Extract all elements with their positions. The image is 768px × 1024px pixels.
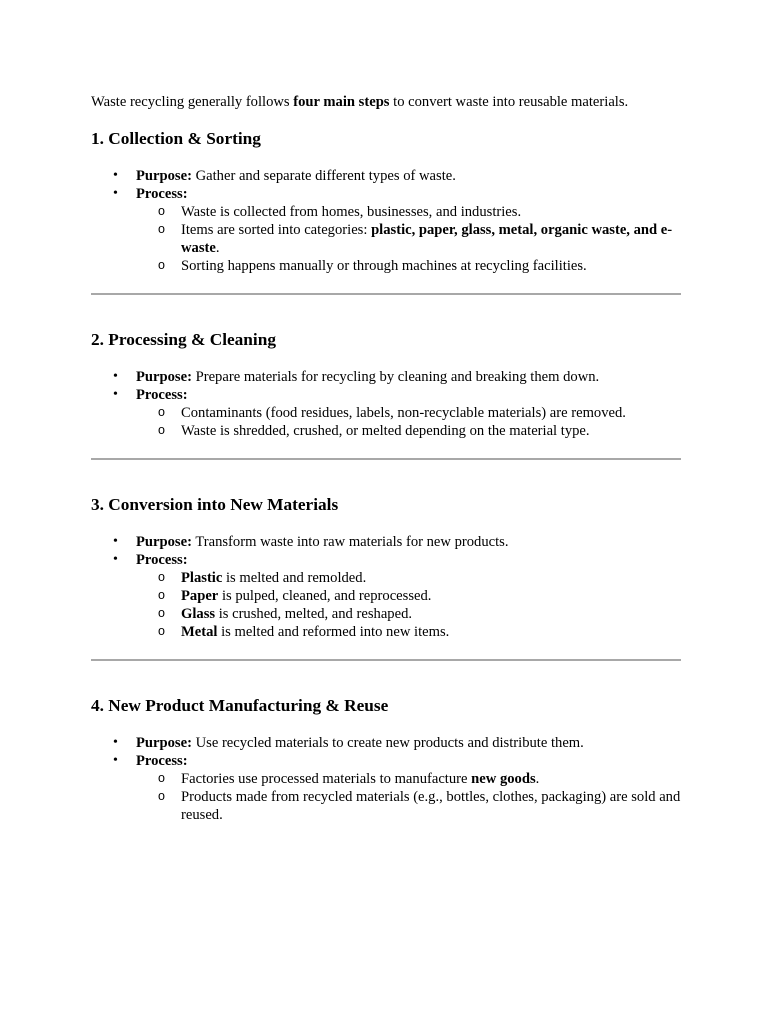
purpose-item — [91, 734, 681, 752]
purpose-text: Prepare materials for recycling by cleaning and breaking them down. — [191, 369, 600, 385]
step-text-bold: plastic, paper, glass, metal, organic waste, and e-waste — [181, 222, 673, 256]
process-step-item — [136, 257, 681, 275]
process-step-item — [136, 623, 681, 641]
step-text: Contaminants (food residues, labels, non-recyclable materials) are removed. — [181, 405, 626, 421]
bullet-dot-icon: • — [113, 369, 118, 384]
process-item — [91, 185, 681, 275]
step-text-bold: Metal — [181, 624, 218, 640]
bullet-list — [91, 368, 681, 440]
process-item — [91, 752, 681, 824]
step-text: . — [215, 240, 220, 256]
process-step-item — [136, 770, 681, 788]
section-divider — [91, 293, 681, 295]
step-text-bold: Plastic — [181, 570, 223, 586]
process-label: Process: — [136, 753, 188, 769]
step-text: Products made from recycled materials (e.g., bottles, clothes, packaging) are sold and reused. — [181, 789, 681, 823]
bullet-dot-icon: • — [113, 534, 118, 549]
bullet-dot-icon: • — [113, 552, 118, 567]
process-sub-list — [136, 569, 681, 641]
step-text-bold: new goods — [471, 771, 536, 787]
step-text: Factories use processed materials to manufacture — [181, 771, 472, 787]
step-text: . — [535, 771, 540, 787]
intro-text-after: to convert waste into reusable materials. — [389, 94, 629, 110]
process-step-item — [136, 422, 681, 440]
intro-text-before: Waste recycling generally follows — [91, 94, 294, 110]
document-page — [91, 92, 681, 824]
process-label: Process: — [136, 552, 188, 568]
process-item — [91, 551, 681, 641]
process-sub-list — [136, 770, 681, 824]
purpose-text: Use recycled materials to create new products and distribute them. — [191, 735, 584, 751]
bullet-circle-icon: o — [158, 771, 165, 785]
step-text: Waste is collected from homes, businesses, and industries. — [181, 204, 522, 220]
intro-paragraph — [91, 92, 681, 112]
process-step-item — [136, 587, 681, 605]
bullet-circle-icon: o — [158, 222, 165, 236]
process-step-item — [136, 404, 681, 422]
bullet-dot-icon: • — [113, 735, 118, 750]
purpose-item — [91, 167, 681, 185]
section-1 — [91, 128, 681, 295]
bullet-dot-icon: • — [113, 387, 118, 402]
step-text: is pulped, cleaned, and reprocessed. — [218, 588, 432, 604]
section-title: 3. Conversion into New Materials — [91, 495, 339, 514]
section-3 — [91, 494, 681, 661]
bullet-circle-icon: o — [158, 423, 165, 437]
process-step-item — [136, 203, 681, 221]
section-title: 2. Processing & Cleaning — [91, 330, 276, 349]
bullet-circle-icon: o — [158, 570, 165, 584]
bullet-circle-icon: o — [158, 204, 165, 218]
process-sub-list — [136, 203, 681, 275]
section-title: 4. New Product Manufacturing & Reuse — [91, 696, 389, 715]
process-sub-list — [136, 404, 681, 440]
bullet-circle-icon: o — [158, 789, 165, 803]
step-text: is melted and remolded. — [222, 570, 367, 586]
purpose-text: Transform waste into raw materials for new products. — [191, 534, 509, 550]
bullet-circle-icon: o — [158, 258, 165, 272]
purpose-text: Gather and separate different types of waste. — [191, 168, 456, 184]
step-text-bold: Paper — [181, 588, 219, 604]
step-text: Waste is shredded, crushed, or melted depending on the material type. — [181, 423, 590, 439]
process-step-item — [136, 605, 681, 623]
step-text: is melted and reformed into new items. — [217, 624, 450, 640]
purpose-label: Purpose: — [136, 735, 192, 751]
bullet-dot-icon: • — [113, 753, 118, 768]
section-title: 1. Collection & Sorting — [91, 129, 261, 148]
process-item — [91, 386, 681, 440]
bullet-list — [91, 533, 681, 641]
section-2 — [91, 329, 681, 460]
bullet-list — [91, 734, 681, 824]
intro-text-bold: four main steps — [293, 94, 390, 110]
sections-container — [91, 128, 681, 824]
bullet-circle-icon: o — [158, 588, 165, 602]
bullet-list — [91, 167, 681, 275]
purpose-label: Purpose: — [136, 534, 192, 550]
section-divider — [91, 659, 681, 661]
purpose-label: Purpose: — [136, 168, 192, 184]
step-text: is crushed, melted, and reshaped. — [215, 606, 413, 622]
process-step-item — [136, 569, 681, 587]
process-step-item — [136, 221, 681, 257]
step-text: Sorting happens manually or through machines at recycling facilities. — [181, 258, 587, 274]
section-4 — [91, 695, 681, 824]
process-label: Process: — [136, 186, 188, 202]
section-divider — [91, 458, 681, 460]
purpose-item — [91, 368, 681, 386]
purpose-item — [91, 533, 681, 551]
bullet-dot-icon: • — [113, 186, 118, 201]
step-text: Items are sorted into categories: — [181, 222, 372, 238]
step-text-bold: Glass — [181, 606, 216, 622]
bullet-circle-icon: o — [158, 606, 165, 620]
process-label: Process: — [136, 387, 188, 403]
bullet-circle-icon: o — [158, 405, 165, 419]
bullet-circle-icon: o — [158, 624, 165, 638]
purpose-label: Purpose: — [136, 369, 192, 385]
bullet-dot-icon: • — [113, 168, 118, 183]
process-step-item — [136, 788, 681, 824]
